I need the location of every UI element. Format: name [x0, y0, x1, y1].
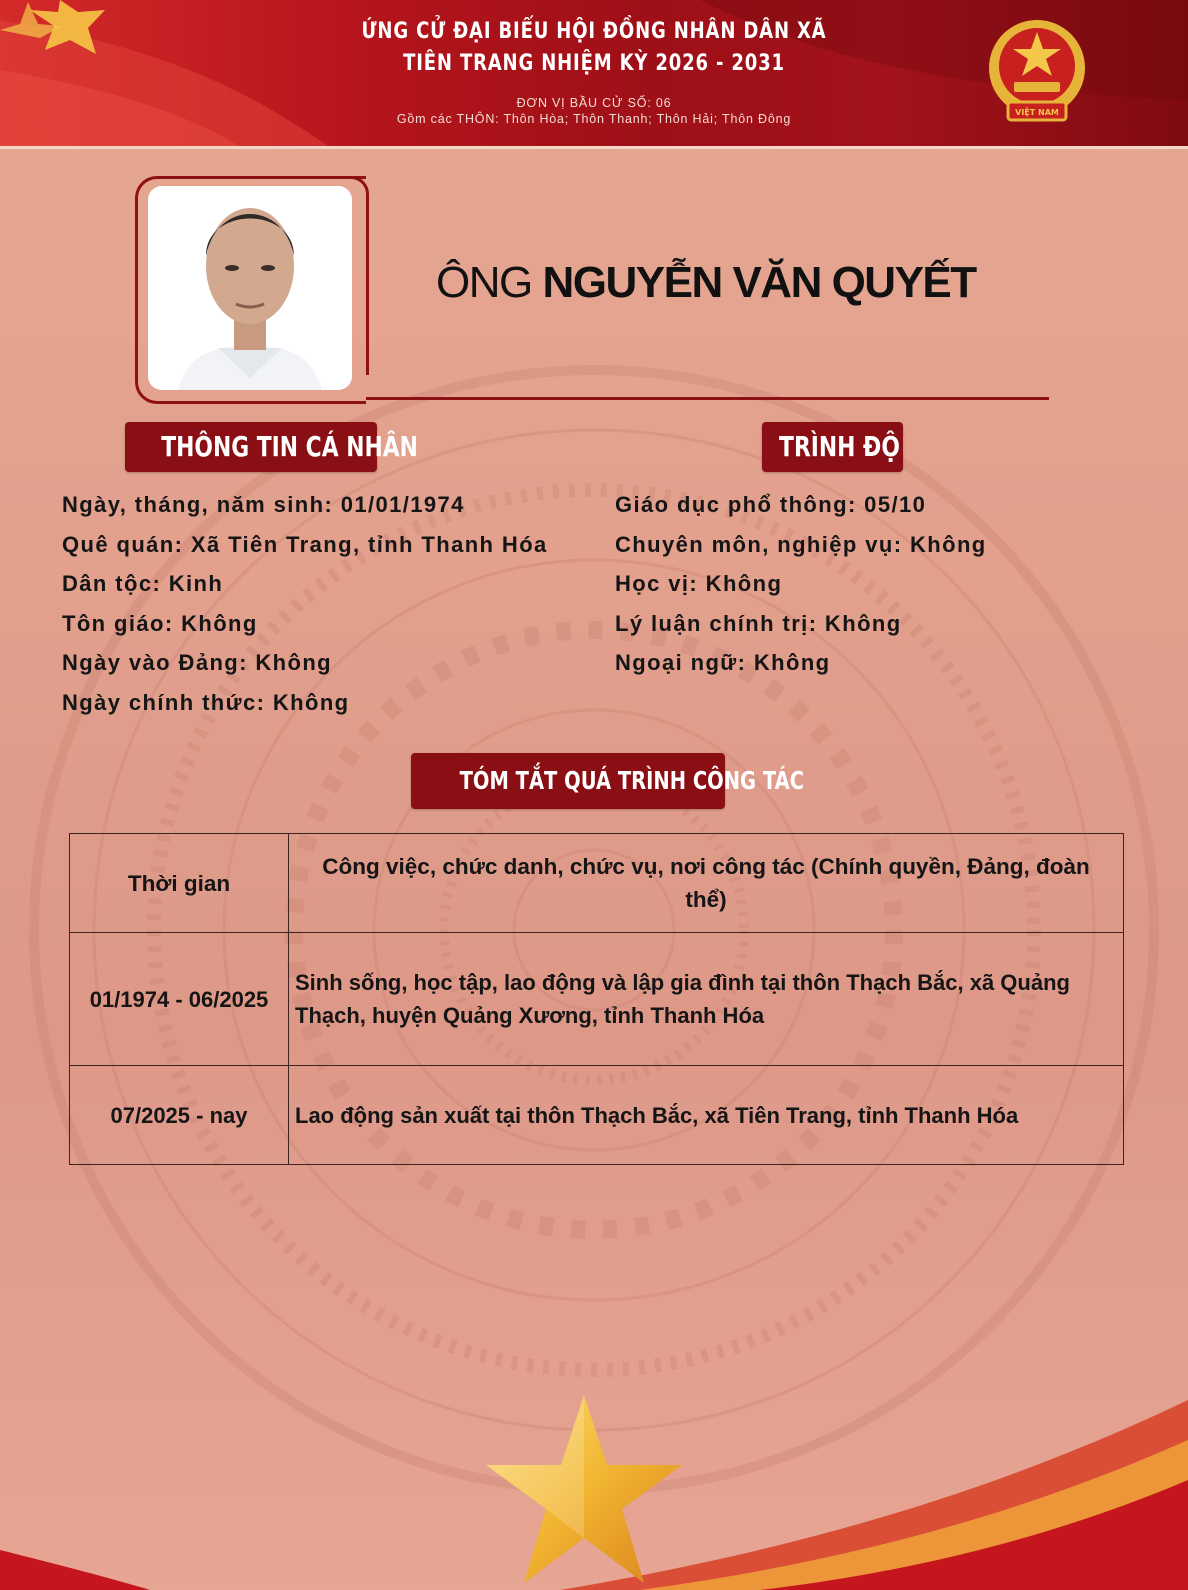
title-line-1: ỨNG CỬ ĐẠI BIỂU HỘI ĐỒNG NHÂN DÂN XÃ	[361, 19, 827, 44]
education-heading: TRÌNH ĐỘ	[762, 422, 903, 472]
name-underline	[366, 397, 1049, 400]
election-title	[107, 16, 1081, 80]
religion: Tôn giáo: Không	[62, 610, 258, 636]
candidate-full-name: NGUYỄN VĂN QUYẾT	[542, 258, 976, 307]
row-description: Lao động sản xuất tại thôn Thạch Bắc, xã Tiên Trang, tỉnh Thanh Hóa	[289, 1066, 1124, 1165]
column-time-header: Thời gian	[70, 834, 289, 933]
ethnicity: Dân tộc: Kinh	[62, 571, 224, 596]
constituency-villages: Gồm các THÔN: Thôn Hòa; Thôn Thanh; Thôn Hải; Thôn Đông	[396, 112, 792, 126]
candidate-name	[436, 258, 976, 308]
political-theory: Lý luận chính trị: Không	[615, 610, 902, 636]
birth-date: Ngày, tháng, năm sinh: 01/01/1974	[62, 492, 465, 517]
candidate-photo	[148, 186, 352, 390]
table-row	[70, 933, 1124, 1066]
general-education: Giáo dục phổ thông: 05/10	[615, 492, 927, 517]
work-history-heading: TÓM TẮT QUÁ TRÌNH CÔNG TÁC	[411, 753, 725, 809]
personal-info-heading: THÔNG TIN CÁ NHÂN	[125, 422, 377, 472]
candidate-honorific: ÔNG	[436, 258, 532, 307]
constituency-number: ĐƠN VỊ BẦU CỬ SỐ: 06	[516, 96, 672, 110]
academic-degree: Học vị: Không	[615, 571, 783, 596]
party-official-date: Ngày chính thức: Không	[62, 689, 350, 715]
party-join-date: Ngày vào Đảng: Không	[62, 650, 333, 675]
table-header-row	[70, 834, 1124, 933]
column-description-header: Công việc, chức danh, chức vụ, nơi công tác (Chính quyền, Đảng, đoàn thể)	[289, 834, 1124, 933]
hometown: Quê quán: Xã Tiên Trang, tỉnh Thanh Hóa	[62, 531, 548, 557]
row-time: 01/1974 - 06/2025	[70, 933, 289, 1066]
work-history-table	[69, 833, 1124, 1165]
national-emblem-icon	[984, 18, 1090, 128]
emblem-text: VIỆT NAM	[1015, 108, 1059, 117]
row-description: Sinh sống, học tập, lao động và lập gia đình tại thôn Thạch Bắc, xã Quảng Thạch, huyện Quảng Xương, tỉnh Thanh Hóa	[289, 933, 1124, 1066]
personal-info-list	[62, 485, 548, 722]
title-line-2: TIÊN TRANG NHIỆM KỲ 2026 - 2031	[403, 51, 785, 76]
table-row	[70, 1066, 1124, 1165]
header-divider	[0, 146, 1188, 149]
foreign-language: Ngoại ngữ: Không	[615, 650, 831, 675]
row-time: 07/2025 - nay	[70, 1066, 289, 1165]
gold-star-icon	[486, 1395, 682, 1585]
professional-qualification: Chuyên môn, nghiệp vụ: Không	[615, 531, 987, 557]
education-list	[615, 485, 987, 683]
header-banner	[0, 0, 1188, 147]
portrait-icon	[148, 186, 352, 390]
